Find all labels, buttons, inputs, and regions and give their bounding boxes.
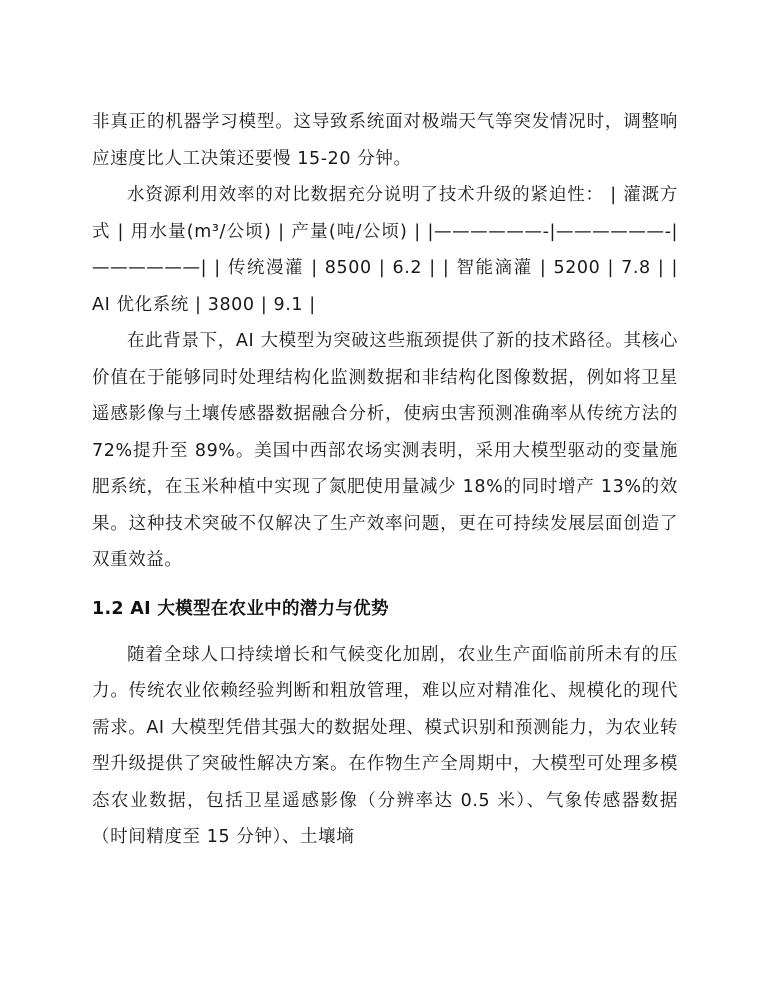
body-paragraph: 随着全球人口持续增长和气候变化加剧，农业生产面临前所未有的压力。传统农业依赖经验判断和粗放管理，难以应对精准化、规模化的现代需求。AI 大模型凭借其强大的数据处理、模式识别和预测能力，为农业转型升级提供了突破性解决方案。在作物生产全周期中，大模型可处理多模态农业数据，包括卫星遥感影像（分辨率达 0.5 米）、气象传感器数据（时间精度至 15 分钟）、土壤墒 — [92, 644, 678, 847]
body-paragraph: 非真正的机器学习模型。这导致系统面对极端天气等突发情况时，调整响应速度比人工决策还要慢 15-20 分钟。 — [92, 112, 678, 169]
section-heading: 1.2 AI 大模型在农业中的潜力与优势 — [92, 598, 389, 619]
body-paragraph: 在此背景下，AI 大模型为突破这些瓶颈提供了新的技术路径。其核心价值在于能够同时处理结构化监测数据和非结构化图像数据，例如将卫星遥感影像与土壤传感器数据融合分析，使病虫害预测准确率从传统方法的72%提升至 89%。美国中西部农场实测表明，采用大模型驱动的变量施肥系统，在玉米种植中实现了氮肥使用量减少 18%的同时增产 13%的效果。这种技术突破不仅解决了生产效率问题，更在可持续发展层面创造了双重效益。 — [92, 331, 678, 570]
body-paragraph-water-efficiency-table: 水资源利用效率的对比数据充分说明了技术升级的紧迫性： | 灌溉方式 | 用水量(m³/公顷) | 产量(吨/公顷) | |——————-|——————-|——————| | 传统漫灌 | 8500 | 6.2 | | 智能滴灌 | 5200 | 7.8 | | AI 优化系统 | 3800 | 9.1 | — [92, 185, 678, 315]
document-page — [92, 104, 678, 856]
